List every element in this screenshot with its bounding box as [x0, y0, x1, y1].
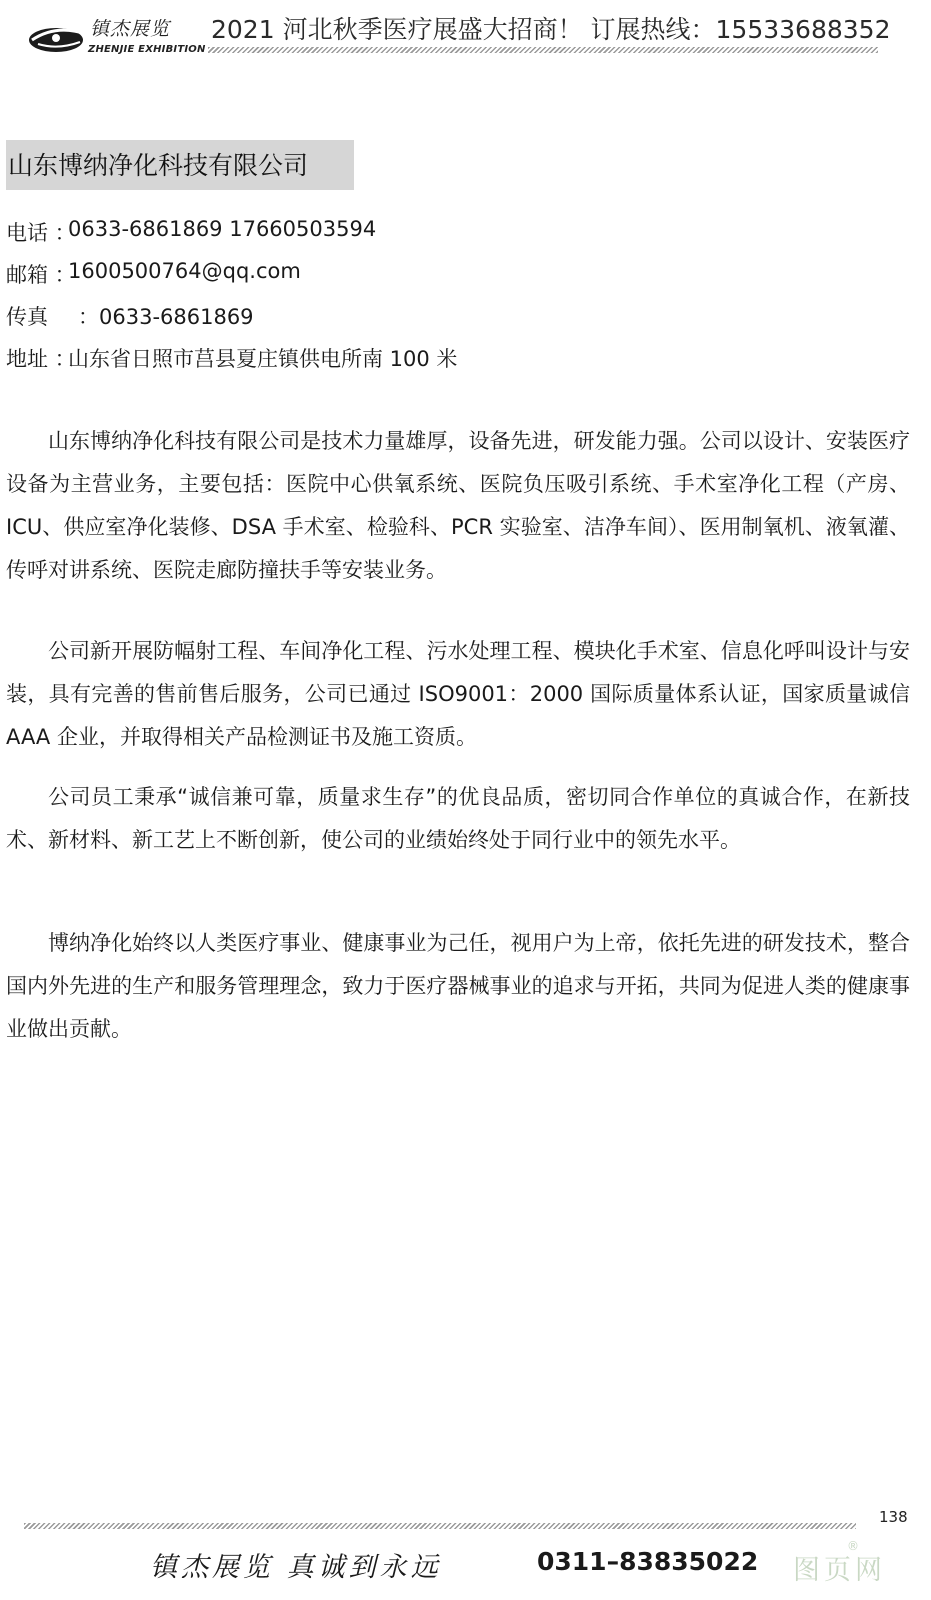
- contact-fax: [6, 301, 254, 331]
- intro-paragraph: 公司员工秉承“诚信兼可靠，质量求生存”的优良品质，密切同合作单位的真诚合作，在新技术、新材料、新工艺上不断创新，使公司的业绩始终处于同行业中的领先水平。: [6, 785, 910, 852]
- fax-value: ：0633-6861869: [78, 305, 254, 329]
- intro-paragraph: 博纳净化始终以人类医疗事业、健康事业为己任，视用户为上帝，依托先进的研发技术，整合国内外先进的生产和服务管理理念，致力于医疗器械事业的追求与开拓，共同为促进人类的健康事业做出贡献。: [6, 931, 910, 1041]
- email-label: 邮箱 ：: [6, 263, 76, 287]
- registered-mark-icon: ®: [847, 1539, 859, 1553]
- page-number: 138: [879, 1508, 908, 1526]
- header-banner: 2021 河北秋季医疗展盛大招商！ 订展热线：15533688352: [211, 15, 891, 44]
- zhenjie-logo: [28, 14, 206, 58]
- logo-chinese-name: 镇杰展览: [90, 18, 171, 40]
- contact-email: [6, 259, 301, 289]
- contact-phone: [6, 217, 377, 247]
- contact-address: [6, 343, 458, 373]
- address-value: 山东省日照市莒县夏庄镇供电所南 100 米: [68, 347, 458, 371]
- phone-label: 电话 ：: [6, 221, 76, 245]
- fax-label: 传真: [6, 305, 48, 329]
- logo-english-name: ZHENJIE EXHIBITION: [88, 44, 206, 55]
- watermark: 图页网: [793, 1555, 886, 1586]
- email-value: 1600500764@qq.com: [68, 259, 301, 283]
- intro-paragraph: 公司新开展防幅射工程、车间净化工程、污水处理工程、模块化手术室、信息化呼叫设计与安装，具有完善的售前售后服务，公司已通过 ISO9001：2000 国际质量体系认证，国家质量诚信 AAA 企业，并取得相关产品检测证书及施工资质。: [6, 639, 910, 749]
- logo-emblem-icon: [28, 20, 90, 54]
- phone-value: 0633-6861869 17660503594: [68, 217, 377, 241]
- footer-divider: [24, 1523, 856, 1529]
- footer-phone: 0311–83835022: [537, 1547, 759, 1576]
- footer-slogan: 镇杰展览 真诚到永远: [150, 1552, 442, 1583]
- company-title: 山东博纳净化科技有限公司: [6, 140, 354, 190]
- address-label: 地址 ：: [6, 347, 76, 371]
- intro-paragraph: 山东博纳净化科技有限公司是技术力量雄厚，设备先进，研发能力强。公司以设计、安装医疗设备为主营业务，主要包括：医院中心供氧系统、医院负压吸引系统、手术室净化工程（产房、ICU、供应室净化装修、DSA 手术室、检验科、PCR 实验室、洁净车间）、医用制氧机、液氧灌、传呼对讲系统、医院走廊防撞扶手等安装业务。: [6, 429, 910, 582]
- header-divider: [208, 47, 878, 53]
